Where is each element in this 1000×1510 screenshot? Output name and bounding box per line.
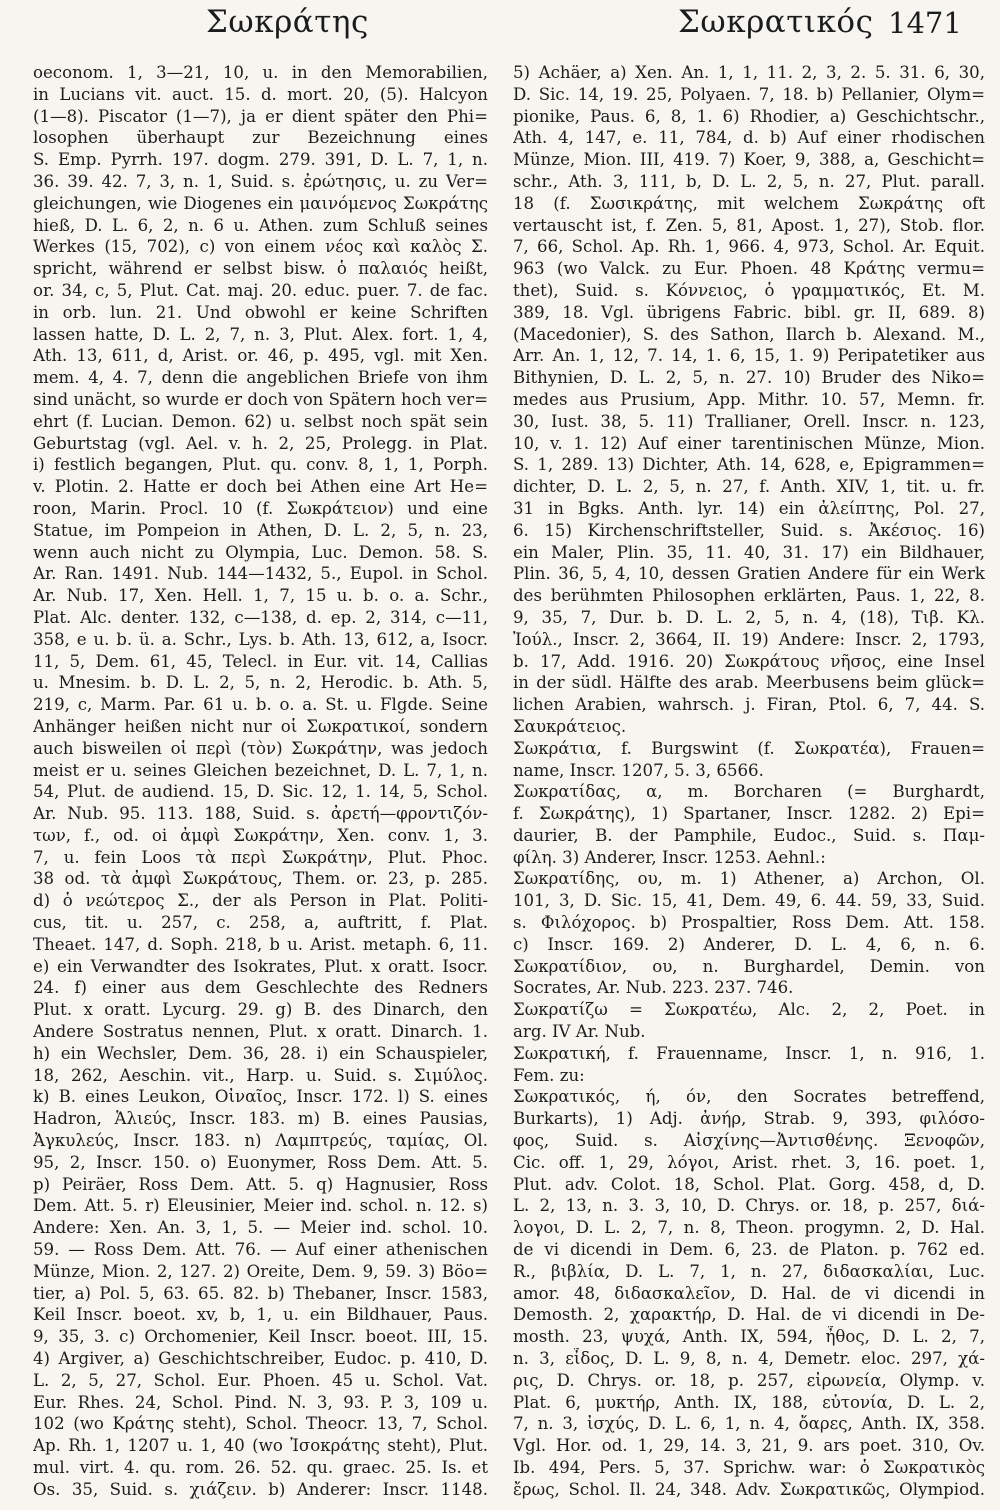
text-line: in der südl. Hälfte des arab. Meerbusens beim glück=: [513, 673, 985, 693]
text-line: auch bisweilen οἱ περὶ (τὸν) Σωκράτην, was jedoch: [33, 738, 488, 758]
left-text-column: [33, 62, 488, 1501]
text-line: Σωκράτια, f. Burgswint (f. Σωκρατέα), Frauen=: [513, 738, 985, 758]
text-line: e) ein Verwandter des Isokrates, Plut. x oratt. Isocr.: [33, 956, 488, 976]
text-line: wenn auch nicht zu Olympia, Luc. Demon. 58. S.: [33, 542, 488, 562]
text-line: ἔρως, Schol. Il. 24, 348. Adv. Σωκρατικῶς, Olympiod.: [513, 1479, 985, 1499]
text-line: Andere: Xen. An. 3, 1, 5. — Meier ind. schol. 10.: [33, 1218, 488, 1238]
text-line: 9, 35, 7, Dur. b. D. L. 2, 5, n. 4, (18), Τιβ. Κλ.: [513, 607, 985, 627]
text-line: 7, u. fein Loos τὰ περὶ Σωκράτην, Plut. Phoc.: [33, 847, 488, 867]
text-line: 963 (wo Valck. zu Eur. Phoen. 48 Κράτης vermu=: [513, 259, 985, 279]
text-line: pionike, Paus. 6, 8, 1. 6) Rhodier, a) Geschichtschr.,: [513, 106, 985, 126]
text-line: u. Mnesim. b. D. L. 2, 5, n. 2, Herodic. b. Ath. 5,: [33, 673, 488, 693]
text-line: lichen Arabien, wahrsch. j. Firan, Ptol. 6, 7, 44. S.: [513, 695, 985, 715]
text-line: des berühmten Philosophen erklärten, Paus. 1, 22, 8.: [513, 586, 985, 606]
text-line: oeconom. 1, 3—21, 10, u. in den Memorabilien,: [33, 63, 488, 82]
text-line: Cic. off. 1, 29, λόγοι, Arist. rhet. 3, 16. poet. 1,: [513, 1152, 985, 1172]
page-number: 1471: [888, 6, 962, 40]
text-line: 6. 15) Kirchenschriftsteller, Suid. s. Ἀκέσιος. 16): [513, 520, 985, 540]
text-line: 358, e u. b. ü. a. Schr., Lys. b. Ath. 13, 612, a, Isocr.: [33, 629, 488, 649]
text-line: Ib. 494, Pers. 5, 37. Sprichw. war: ὁ Σωκρατικὸς: [513, 1458, 985, 1477]
text-line: των, f., od. oi ἀμφὶ Σωκράτην, Xen. conv. 1, 3.: [33, 825, 488, 845]
text-line: Ar. Nub. 17, Xen. Hell. 1, 7, 15 u. b. o. a. Schr.,: [33, 586, 488, 606]
text-line: (1—8). Piscator (1—7), ja er dient später den Phi=: [33, 106, 488, 126]
text-line: 389, 18. Vgl. übrigens Fabric. bibl. gr. II, 689. 8): [513, 302, 985, 322]
text-line: 10, v. 1. 12) Auf einer tarentinischen Münze, Mion.: [513, 433, 985, 453]
text-line: (Macedonier), S. des Sathon, Ilarch b. Alexand. M.,: [513, 324, 985, 344]
text-line: φος, Suid. s. Αἰσχίνης—Ἀντισθένης. Ξενοφῶν,: [513, 1131, 985, 1151]
text-line: Burkarts), 1) Adj. ἀνήρ, Strab. 9, 393, φιλόσο-: [513, 1109, 985, 1129]
text-line: medes aus Prusium, App. Mithr. 10. 57, Memn. fr.: [513, 389, 985, 409]
text-line: S. 1, 289. 13) Dichter, Ath. 14, 628, e, Epigrammen=: [513, 455, 985, 475]
text-line: schr., Ath. 3, 111, b, D. L. 2, 5, n. 27, Plut. parall.: [513, 171, 985, 191]
text-line: ehrt (f. Lucian. Demon. 62) u. selbst noch spät sein: [33, 411, 488, 431]
text-line: ein Maler, Plin. 35, 11. 40, 31. 17) ein Bildhauer,: [513, 542, 985, 562]
text-line: Ar. Nub. 95. 113. 188, Suid. s. ἀρετή—φροντιζόν-: [33, 804, 488, 824]
text-line: Hadron, Ἁλιεύς, Inscr. 183. m) B. eines Pausias,: [33, 1109, 488, 1129]
text-line: lassen hatte, D. L. 2, 7, n. 3, Plut. Alex. fort. 1, 4,: [33, 324, 488, 344]
text-line: 4) Argiver, a) Geschichtschreiber, Eudoc. p. 410, D.: [33, 1349, 488, 1369]
text-line: or. 34, c, 5, Plut. Cat. maj. 20. educ. puer. 7. de fac.: [33, 280, 488, 300]
text-line: h) ein Wechsler, Dem. 36, 28. i) ein Schauspieler,: [33, 1043, 488, 1063]
text-line: 102 (wo Κράτης steht), Schol. Theocr. 13, 7, Schol.: [33, 1414, 488, 1434]
text-line: Σωκρατίδιον, ου, n. Burghardel, Demin. von: [513, 956, 985, 976]
text-line: 36. 39. 42. 7, 3, n. 1, Suid. s. ἐρώτησις, u. zu Ver=: [33, 171, 488, 191]
text-line: φίλη. 3) Anderer, Inscr. 1253. Aehnl.:: [513, 847, 826, 867]
text-line: s. Φιλόχορος. b) Prospaltier, Ross Dem. Att. 158.: [513, 913, 985, 933]
text-line: Dem. Att. 5. r) Eleusinier, Meier ind. schol. n. 12. s): [33, 1196, 488, 1216]
text-line: Demosth. 2, χαρακτήρ, D. Hal. de vi dicendi in De-: [513, 1305, 985, 1325]
text-line: λογοι, D. L. 2, 7, n. 8, Theon. progymn. 2, D. Hal.: [513, 1218, 985, 1238]
text-line: L. 2, 5, 27, Schol. Eur. Phoen. 45 u. Schol. Vat.: [33, 1370, 488, 1390]
text-line: in Lucians vit. auct. 15. d. mort. 20, (5). Halcyon: [33, 84, 488, 104]
text-line: Bithynien, D. L. 2, 5, n. 27. 10) Bruder des Niko=: [513, 368, 985, 388]
text-line: Statue, im Pompeion in Athen, D. L. 2, 5, n. 23,: [33, 520, 488, 540]
text-line: gleichungen, wie Diogenes ein μαινόμενος Σωκράτης: [33, 193, 488, 213]
text-line: losophen überhaupt zur Bezeichnung eines: [33, 128, 488, 148]
text-line: Σωκρατικός, ή, όν, den Socrates betreffend,: [513, 1087, 985, 1107]
text-line: name, Inscr. 1207, 5. 3, 6566.: [513, 760, 764, 780]
text-line: mul. virt. 4. qu. rom. 26. 52. qu. graec. 25. Is. et: [33, 1458, 488, 1477]
text-line: Plut. adv. Colot. 18, Schol. Plat. Gorg. 458, d, D.: [513, 1174, 985, 1194]
text-line: R., βιβλία, D. L. 7, 1, n. 27, διδασκαλίαι, Luc.: [513, 1261, 985, 1281]
text-line: 18 (f. Σωσικράτης, mit welchem Σωκράτης oft: [513, 193, 985, 213]
text-line: Plut. x oratt. Lycurg. 29. g) B. des Dinarch, den: [33, 1000, 488, 1020]
text-line: mem. 4, 4. 7, denn die angeblichen Briefe von ihm: [33, 368, 488, 388]
text-line: Os. 35, Suid. s. χιάζειν. b) Anderer: Inscr. 1148.: [33, 1479, 488, 1499]
text-line: Theaet. 147, d. Soph. 218, b u. Arist. metaph. 6, 11.: [33, 934, 488, 954]
text-line: Münze, Mion. III, 419. 7) Koer, 9, 388, a, Geschicht=: [513, 150, 985, 170]
text-line: 219, c, Marm. Par. 61 u. b. o. a. St. u. Flgde. Seine: [33, 695, 488, 715]
text-line: k) B. eines Leukon, Οἰναῖος, Inscr. 172. l) S. eines: [33, 1087, 488, 1107]
text-line: mosth. 23, ψυχά, Anth. IX, 594, ἦθος, D. L. 2, 7,: [513, 1327, 985, 1347]
text-line: f. Σωκράτης), 1) Spartaner, Inscr. 1282. 2) Epi=: [513, 804, 985, 824]
text-line: 31 in Bgks. Anth. lyr. 14) ein ἀλείπτης, Pol. 27,: [513, 498, 985, 518]
text-line: S. Emp. Pyrrh. 197. dogm. 279. 391, D. L. 7, 1, n.: [33, 150, 488, 170]
text-line: Ἀγκυλεύς, Inscr. 183. n) Λαμπτρεύς, ταμίας, Ol.: [33, 1131, 488, 1151]
text-line: Werkes (15, 702), c) von einem νέος καὶ καλὸς Σ.: [33, 237, 488, 257]
text-line: v. Plotin. 2. Hatte er doch bei Athen eine Art He=: [33, 477, 488, 497]
text-line: 11, 5, Dem. 61, 45, Telecl. in Eur. vit. 14, Callias: [33, 651, 488, 671]
text-line: Fem. zu:: [513, 1065, 585, 1085]
text-line: D. Sic. 14, 19. 25, Polyaen. 7, 18. b) Pellanier, Olym=: [513, 84, 985, 104]
text-line: vertauscht ist, f. Zen. 5, 81, Apost. 1, 27), Stob. flor.: [513, 215, 985, 235]
text-line: Vgl. Hor. od. 1, 29, 14. 3, 21, 9. ars poet. 310, Ov.: [513, 1436, 985, 1456]
text-line: 9, 35, 3. c) Orchomenier, Keil Inscr. boeot. III, 15.: [33, 1327, 488, 1347]
text-line: Σωκρατική, f. Frauenname, Inscr. 1, n. 916, 1.: [513, 1043, 985, 1063]
text-line: daurier, B. der Pamphile, Eudoc., Suid. s. Παμ-: [513, 825, 985, 845]
text-line: 24. f) einer aus dem Geschlechte des Redners: [33, 978, 488, 998]
text-line: 30, Iust. 38, 5. 11) Trallianer, Orell. Inscr. n. 123,: [513, 411, 985, 431]
text-line: 101, 3, D. Sic. 15, 41, Dem. 49, 6. 44. 59, 33, Suid.: [513, 891, 985, 911]
text-line: dichter, D. L. 2, 5, n. 27, f. Anth. XIV, 1, tit. u. fr.: [513, 477, 985, 497]
text-line: n. 3, εἶδος, D. L. 9, 8, n. 4, Demetr. eloc. 297, χά-: [513, 1349, 985, 1369]
text-line: Σαυκράτειος.: [513, 716, 627, 736]
text-line: 7, n. 3, ἰσχύς, D. L. 6, 1, n. 4, ὄαρες, Anth. IX, 358.: [513, 1414, 985, 1434]
text-line: L. 2, 13, n. 3. 3, 10, D. Chrys. or. 18, p. 257, διά-: [513, 1196, 985, 1216]
text-line: i) festlich begangen, Plut. qu. conv. 8, 1, 1, Porph.: [33, 455, 488, 475]
text-line: Andere Sostratus nennen, Plut. x oratt. Dinarch. 1.: [33, 1022, 488, 1042]
text-line: Arr. An. 1, 12, 7. 14, 1. 6, 15, 1. 9) Peripatetiker aus: [513, 346, 985, 366]
text-line: ρις, D. Chrys. or. 18, p. 257, εἰρωνεία, Olymp. v.: [513, 1370, 985, 1390]
text-line: arg. IV Ar. Nub.: [513, 1022, 646, 1042]
text-line: Ath. 13, 611, d, Arist. or. 46, p. 495, vgl. mit Xen.: [33, 346, 488, 366]
text-line: 59. — Ross Dem. Att. 76. — Auf einer athenischen: [33, 1240, 488, 1260]
text-line: Plat. Alc. denter. 132, c—138, d. ep. 2, 314, c—11,: [33, 607, 488, 627]
text-line: roon, Marin. Procl. 10 (f. Σωκράτειον) und eine: [33, 498, 488, 518]
text-line: de vi dicendi in Dem. 6, 23. de Platon. p. 762 ed.: [513, 1240, 985, 1260]
text-line: Σωκρατίδας, α, m. Borcharen (= Burghardt,: [513, 782, 985, 802]
text-line: 5) Achäer, a) Xen. An. 1, 1, 11. 2, 3, 2. 5. 31. 6, 30,: [513, 63, 985, 82]
text-line: Ar. Ran. 1491. Nub. 144—1432, 5., Eupol. in Schol.: [33, 564, 488, 584]
text-line: meist er u. seines Gleichen bezeichnet, D. L. 7, 1, n.: [33, 760, 488, 780]
left-running-headword: Σωκράτης: [206, 4, 369, 40]
right-text-column: [513, 62, 985, 1501]
text-line: 54, Plut. de audiend. 15, D. Sic. 12, 1. 14, 5, Schol.: [33, 782, 488, 802]
text-line: Σωκρατίζω = Σωκρατέω, Alc. 2, 2, Poet. in: [513, 1000, 985, 1020]
page-header: [0, 0, 1000, 50]
text-line: cus, tit. u. 257, c. 258, a, auftritt, f. Plat.: [33, 913, 488, 933]
text-line: Keil Inscr. boeot. xv, b, 1, u. ein Bildhauer, Paus.: [33, 1305, 488, 1325]
text-line: Socrates, Ar. Nub. 223. 237. 746.: [513, 978, 794, 998]
text-line: c) Inscr. 169. 2) Anderer, D. L. 4, 6, n. 6.: [513, 934, 985, 954]
text-line: 7, 66, Schol. Ap. Rh. 1, 966. 4, 973, Schol. Ar. Equit.: [513, 237, 985, 257]
text-line: Anhänger heißen nicht nur οἱ Σωκρατικοί, sondern: [33, 716, 488, 736]
text-line: Plat. 6, μυκτήρ, Anth. IX, 188, εὐτονία, D. L. 2,: [513, 1392, 985, 1412]
text-line: Eur. Rhes. 24, Schol. Pind. N. 3, 93. P. 3, 109 u.: [33, 1392, 488, 1412]
text-line: b. 17, Add. 1916. 20) Σωκράτους νῆσος, eine Insel: [513, 651, 985, 671]
text-line: Münze, Mion. 2, 127. 2) Oreite, Dem. 9, 59. 3) Böo=: [33, 1261, 488, 1281]
text-line: 95, 2, Inscr. 150. o) Euonymer, Ross Dem. Att. 5.: [33, 1152, 488, 1172]
text-line: thet), Suid. s. Κόννειος, ὁ γραμματικός, Et. M.: [513, 280, 985, 300]
text-line: tier, a) Pol. 5, 63. 65. 82. b) Thebaner, Inscr. 1583,: [33, 1283, 488, 1303]
text-line: d) ὁ νεώτερος Σ., der als Person in Plat. Politi-: [33, 891, 488, 911]
right-running-headword: Σωκρατικός: [678, 4, 874, 40]
text-line: p) Peiräer, Ross Dem. Att. 5. q) Hagnusier, Ross: [33, 1174, 488, 1194]
text-line: spricht, während er selbst bisw. ὁ παλαιός heißt,: [33, 259, 488, 279]
text-line: Σωκρατίδης, ου, m. 1) Athener, a) Archon, Ol.: [513, 869, 985, 889]
text-line: Ap. Rh. 1, 1207 u. 1, 40 (wo Ἰσοκράτης steht), Plut.: [33, 1436, 488, 1456]
text-line: amor. 48, διδασκαλεῖον, D. Hal. de vi dicendi in: [513, 1283, 985, 1303]
text-line: sind unächt, so wurde er doch von Spätern hoch ver=: [33, 389, 488, 409]
text-line: Ath. 4, 147, e. 11, 784, d. b) Auf einer rhodischen: [513, 128, 985, 148]
text-line: Plin. 36, 5, 4, 10, dessen Gratien Andere für ein Werk: [513, 564, 985, 584]
text-line: Geburtstag (vgl. Ael. v. h. 2, 25, Prolegg. in Plat.: [33, 433, 488, 453]
text-line: 18, 262, Aeschin. vit., Harp. u. Suid. s. Σιμύλος.: [33, 1065, 488, 1085]
text-line: in orb. lun. 21. Und obwohl er keine Schriften: [33, 302, 488, 322]
text-line: Ἰούλ., Inscr. 2, 3664, II. 19) Andere: Inscr. 2, 1793,: [513, 629, 985, 649]
text-line: 38 od. τὰ ἀμφὶ Σωκράτους, Them. or. 23, p. 285.: [33, 869, 488, 889]
text-line: hieß, D. L. 6, 2, n. 6 u. Athen. zum Schluß seines: [33, 215, 488, 235]
